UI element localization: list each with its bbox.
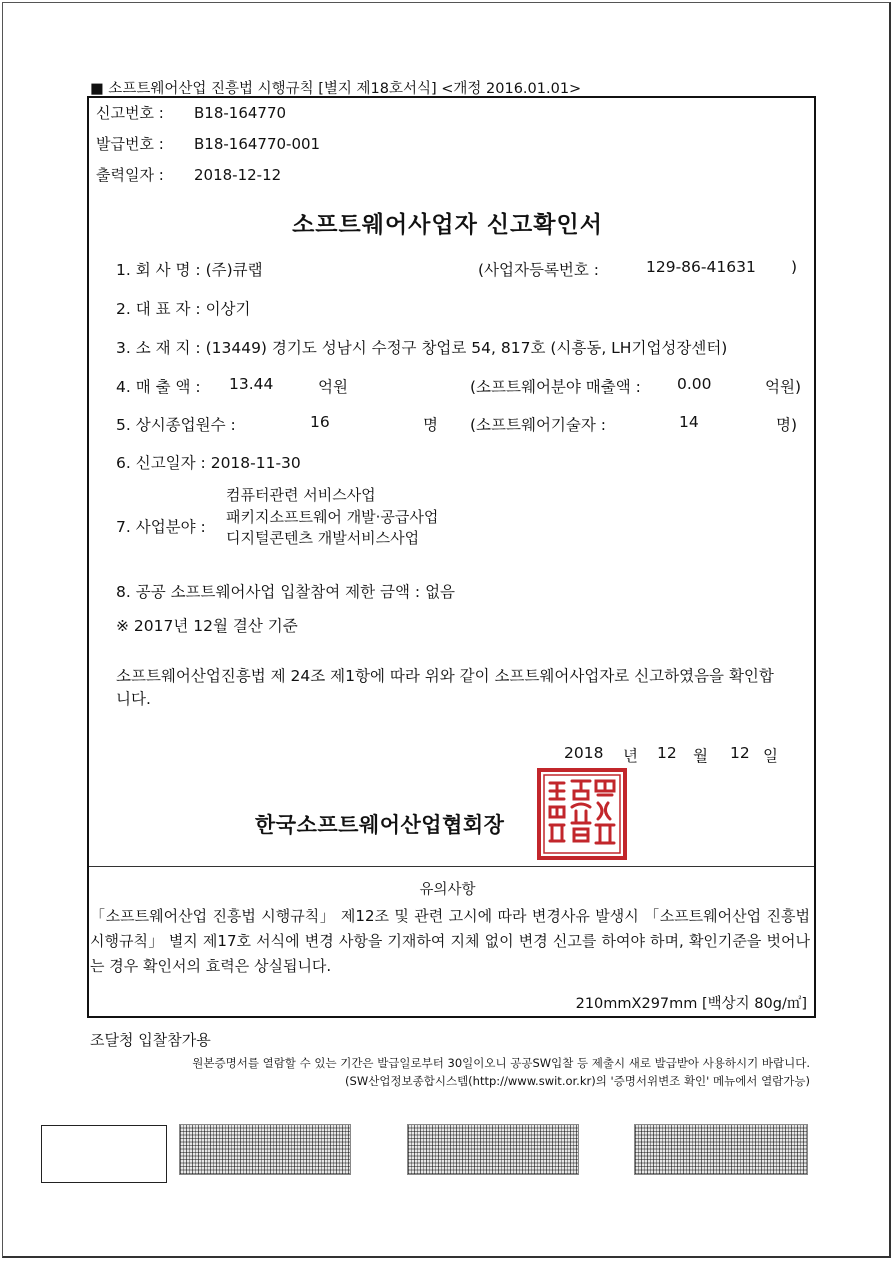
security-barcode [407, 1124, 579, 1175]
bid-limit-label: 8. 공공 소프트웨어사업 입찰참여 제한 금액 : [116, 583, 421, 601]
date-day-unit: 일 [763, 747, 778, 765]
business-field-item: 컴퓨터관련 서비스사업 [226, 486, 376, 504]
report-date-label: 6. 신고일자 : [116, 454, 206, 472]
ceo-value: 이상기 [205, 300, 251, 318]
document-title: 소프트웨어사업자 신고확인서 [292, 212, 603, 238]
biz-reg-close: ) [791, 258, 798, 276]
employees-unit: 명 [423, 416, 438, 434]
issue-number [96, 133, 320, 154]
company-value: (주)큐랩 [205, 261, 263, 279]
date-year-unit: 년 [623, 747, 638, 765]
notice-body: 「소프트웨어산업 진흥법 시행규칙」 제12조 및 관련 고시에 따라 변경사유 발생시 「소프트웨어산업 진흥법 시행규칙」 별지 제17호 서식에 변경 사항을 기재하여 지체 없이 변경 신고를 하여야 하며, 확인기준을 벗어나는 경우 확인서의 효력은 상실됩니다. [90, 907, 810, 975]
bid-limit-row [116, 580, 455, 602]
security-barcode [634, 1124, 808, 1175]
security-barcode [179, 1124, 351, 1175]
sales-unit: 억원 [318, 378, 348, 396]
issue-number-label: 발급번호 : [96, 135, 164, 153]
business-field-item: 디지털콘텐츠 개발서비스사업 [226, 529, 420, 547]
address-label: 3. 소 재 지 : [116, 339, 201, 357]
print-date [96, 164, 281, 185]
print-date-value: 2018-12-12 [194, 166, 282, 184]
notice-title: 유의사항 [419, 882, 476, 898]
verification-note: (SW산업정보종합시스템(http://www.swit.or.kr)의 '증명서위변조 확인' 메뉴에서 열람가능) [345, 1074, 810, 1088]
sw-engineers-unit: 명) [776, 416, 798, 434]
sales-label: 4. 매 출 액 : [116, 378, 201, 396]
date-month-unit: 월 [693, 747, 708, 765]
ceo-row [116, 297, 251, 319]
paper-spec: 210mmX297mm [백상지 80g/㎡] [575, 996, 807, 1012]
employees-label: 5. 상시종업원수 : [116, 416, 236, 434]
bid-limit-value: 없음 [425, 583, 456, 601]
settlement-basis: ※ 2017년 12월 결산 기준 [116, 617, 298, 635]
issuer-name: 한국소프트웨어산업협회장 [255, 813, 505, 837]
biz-reg-value: 129-86-41631 [646, 258, 756, 276]
report-number [96, 102, 286, 123]
sw-sales-unit: 억원) [765, 378, 801, 396]
notice-divider [89, 866, 814, 867]
print-date-label: 출력일자 : [96, 166, 164, 184]
company-label: 1. 회 사 명 : [116, 261, 201, 279]
blank-box [41, 1125, 167, 1183]
confirmation-text: 소프트웨어산업진흥법 제 24조 제1항에 따라 위와 같이 소프트웨어사업자로 신고하였음을 확인합니다. [116, 667, 774, 708]
form-reference: ■ 소프트웨어산업 진흥법 시행규칙 [별지 제18호서식] <개정 2016.01.01> [90, 81, 582, 97]
procurement-use-label: 조달청 입찰참가용 [90, 1031, 211, 1049]
employees-value: 16 [310, 413, 330, 431]
biz-reg-label: (사업자등록번호 : [478, 261, 600, 279]
sw-engineers-value: 14 [679, 413, 699, 431]
sw-sales-value: 0.00 [677, 375, 712, 393]
sw-engineers-label: (소프트웨어기술자 : [470, 416, 606, 434]
date-month: 12 [657, 744, 677, 762]
official-seal-stamp [536, 767, 628, 861]
date-day: 12 [730, 744, 750, 762]
issue-number-value: B18-164770-001 [194, 135, 321, 153]
report-number-value: B18-164770 [194, 104, 287, 122]
business-field-label: 7. 사업분야 : [116, 518, 206, 536]
sw-sales-label: (소프트웨어분야 매출액 : [470, 378, 641, 396]
report-date-value: 2018-11-30 [210, 454, 301, 472]
address-value: (13449) 경기도 성남시 수정구 창업로 54, 817호 (시흥동, LH기업성장센터) [205, 339, 728, 357]
ceo-label: 2. 대 표 자 : [116, 300, 201, 318]
validity-note: 원본증명서를 열람할 수 있는 기간은 발급일로부터 30일이오니 공공SW입찰 등 제출시 새로 발급받아 사용하시기 바랍니다. [192, 1056, 810, 1070]
company-name-row [116, 258, 263, 280]
business-field-item: 패키지소프트웨어 개발·공급사업 [226, 508, 439, 526]
sales-value: 13.44 [229, 375, 274, 393]
date-year: 2018 [564, 744, 604, 762]
address-row [116, 336, 727, 358]
report-number-label: 신고번호 : [96, 104, 164, 122]
report-date-row [116, 451, 301, 473]
